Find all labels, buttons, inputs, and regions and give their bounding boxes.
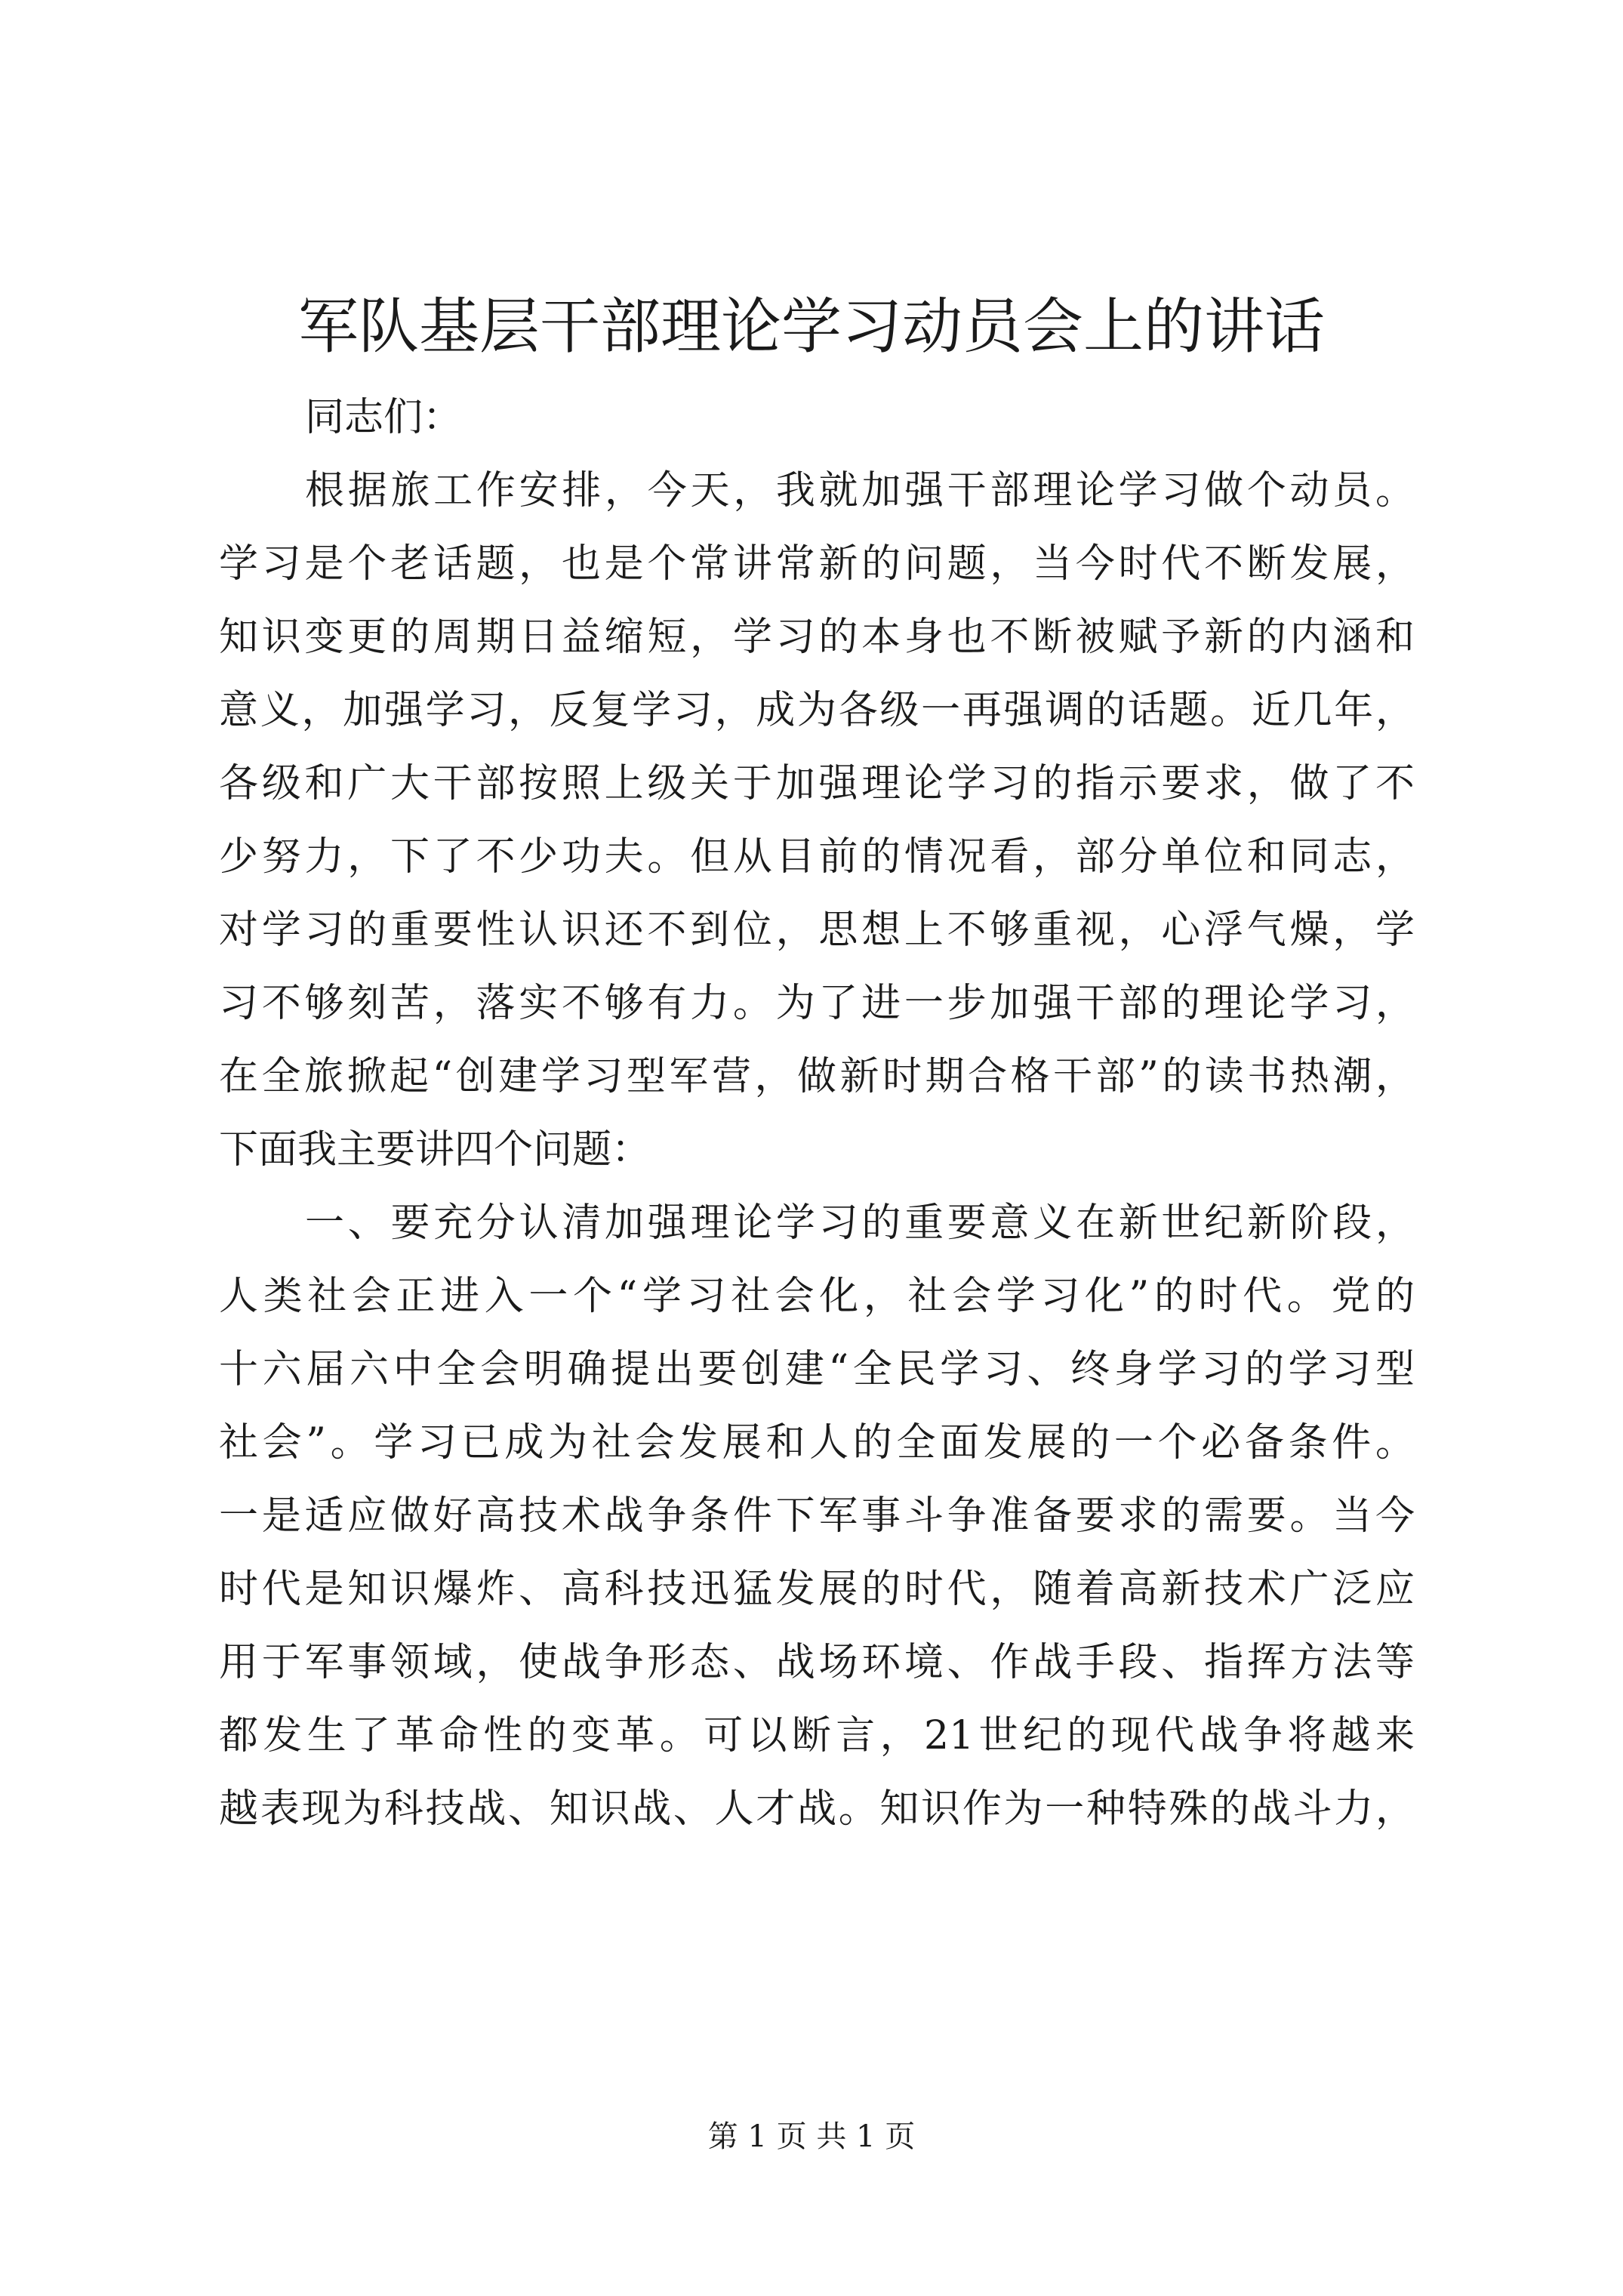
document-body — [219, 381, 1415, 1846]
body-line: 一是适应做好高技术战争条件下军事斗争准备要求的需要。当今 — [219, 1493, 1415, 1539]
body-line: 同志们： — [305, 395, 463, 440]
body-line: 意义，加强学习，反复学习，成为各级一再强调的话题。近几年， — [219, 688, 1415, 733]
body-line: 十六届六中全会明确提出要创建“全民学习、终身学习的学习型 — [219, 1347, 1415, 1392]
body-line: 越表现为科技战、知识战、人才战。知识作为一种特殊的战斗力， — [219, 1786, 1415, 1832]
body-line: 对学习的重要性认识还不到位，思想上不够重视，心浮气燥，学 — [219, 908, 1415, 953]
body-line: 各级和广大干部按照上级关于加强理论学习的指示要求，做了不 — [219, 761, 1415, 806]
body-line: 用于军事领域，使战争形态、战场环境、作战手段、指挥方法等 — [219, 1640, 1415, 1685]
body-line: 习不够刻苦，落实不够有力。为了进一步加强干部的理论学习， — [219, 981, 1415, 1026]
body-line: 都发生了革命性的变革。可以断言，21世纪的现代战争将越来 — [219, 1713, 1415, 1758]
document-title: 军队基层干部理论学习动员会上的讲话 — [298, 291, 1325, 362]
body-line: 在全旅掀起“创建学习型军营，做新时期合格干部”的读书热潮， — [219, 1054, 1415, 1099]
body-line: 少努力，下了不少功夫。但从目前的情况看，部分单位和同志， — [219, 834, 1415, 880]
page-footer: 第 1 页 共 1 页 — [707, 2119, 916, 2154]
body-line: 学习是个老话题，也是个常讲常新的问题，当今时代不断发展， — [219, 541, 1415, 587]
body-line: 一、要充分认清加强理论学习的重要意义在新世纪新阶段， — [305, 1200, 1415, 1246]
body-line: 知识变更的周期日益缩短，学习的本身也不断被赋予新的内涵和 — [219, 615, 1415, 660]
body-line: 根据旅工作安排，今天，我就加强干部理论学习做个动员。 — [305, 468, 1415, 513]
body-line: 时代是知识爆炸、高科技迅猛发展的时代，随着高新技术广泛应 — [219, 1567, 1415, 1612]
body-line: 下面我主要讲四个问题： — [219, 1127, 651, 1173]
body-line: 社会”。学习已成为社会发展和人的全面发展的一个必备条件。 — [219, 1420, 1415, 1465]
body-line: 人类社会正进入一个“学习社会化，社会学习化”的时代。党的 — [219, 1274, 1415, 1319]
